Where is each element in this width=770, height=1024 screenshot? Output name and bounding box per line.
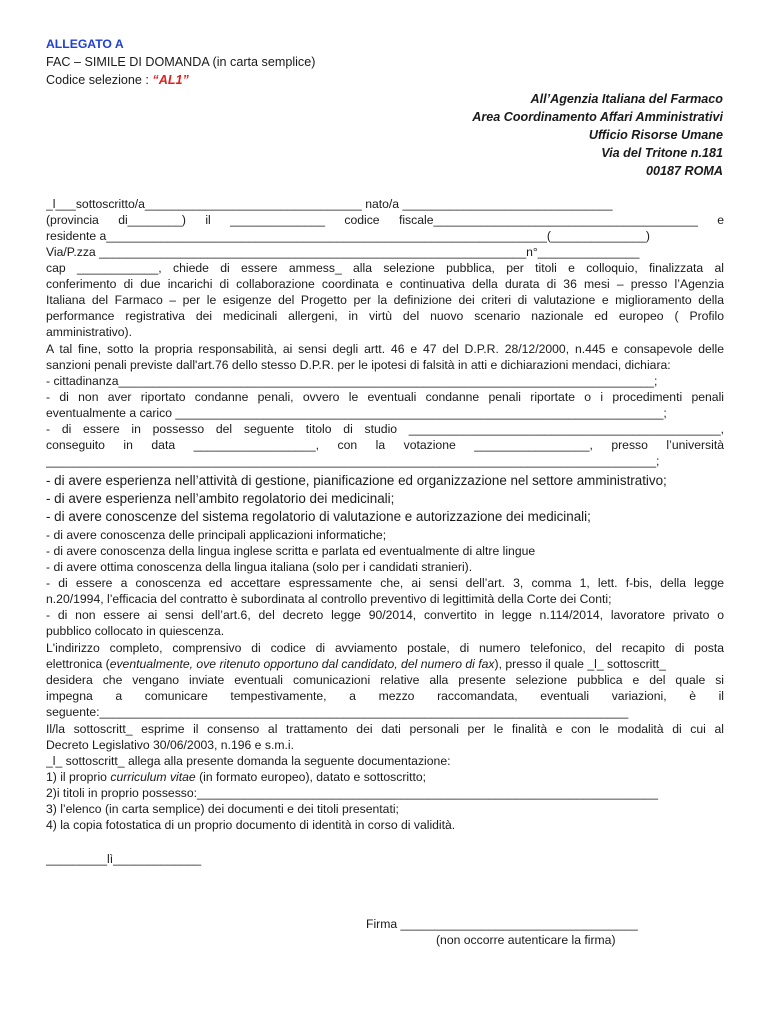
address-line-4: impegna a comunicare tempestivamente, a mezzo raccomandata, eventuali variazioni, è il — [46, 689, 724, 703]
degree-line-2: conseguito in data __________________, con la votazione _________________, presso l’università — [46, 438, 724, 452]
attachment-4: 4) la copia fotostatica di un proprio documento di identità in corso di validità. — [46, 818, 456, 832]
it-skills-line: - di avere conoscenza delle principali applicazioni informatiche; — [46, 528, 387, 542]
experience-regulatory-line: - di avere esperienza nell’ambito regolatorio dei medicinali; — [46, 491, 395, 506]
criminal-record-line-2: eventualmente a carico ________________________________________________________________________; — [46, 406, 667, 420]
request-line-4: performance registrativa dei medicinali allergeni, in virtù del nuovo scenario nazionale ed europeo ( Profilo — [46, 309, 724, 323]
address-line-2-c: ), presso il quale _l_ sottoscritt_ — [494, 657, 666, 671]
street-line: Via/P.zza _______________________________________________________________n°_______________ — [46, 245, 640, 259]
criminal-record-line-1: - di non aver riportato condanne penali, ovvero le eventuali condanne penali riportate o i procedimenti penali — [46, 390, 724, 404]
consent-line-1: Il/la sottoscritt_ esprime il consenso al trattamento dei dati personali per le finalità e con le modalità di cui al — [46, 722, 724, 736]
attachment-1-italic: curriculum vitae — [110, 770, 196, 784]
attachment-1-c: (in formato europeo), datato e sottoscritto; — [195, 770, 427, 784]
retirement-line-2: pubblico collocato in quiescenza. — [46, 624, 225, 638]
selection-code-value: “AL1” — [152, 73, 189, 87]
address-line-2-a: elettronica ( — [46, 657, 110, 671]
italian-line: - di avere ottima conoscenza della lingua italiana (solo per i candidati stranieri). — [46, 560, 473, 574]
declaration-intro-2: sanzioni penali previste dall'art.76 dello stesso D.P.R. per le ipotesi di falsità in atti e dichiarazioni mendaci, dichiara: — [46, 358, 671, 372]
address-line-2-italic: eventualmente, ove ritenuto opportuno dal candidato, del numero di fax — [109, 657, 495, 671]
attachment-1-a: 1) il proprio — [46, 770, 111, 784]
address-line-5: seguente:______________________________________________________________________________ — [46, 705, 629, 719]
retirement-line-1: - di non essere ai sensi dell’art.6, del decreto legge 90/2014, convertito in legge n.114/2014, lavoratore privato o — [46, 608, 724, 622]
addressee-line-5: 00187 ROMA — [646, 164, 723, 178]
residence-line: residente a_________________________________________________________________(______________) — [46, 229, 650, 243]
addressee-line-2: Area Coordinamento Affari Amministrativi — [472, 110, 723, 124]
request-line-3: Italiana del Farmaco – per le esigenze del Progetto per la definizione dei criteri di valutazione e miglioramento della — [46, 293, 724, 307]
request-line-5: amministrativo). — [46, 325, 133, 339]
consent-line-2: Decreto Legislativo 30/06/2003, n.196 e s.m.i. — [46, 738, 294, 752]
knowledge-regulatory-line: - di avere conoscenze del sistema regolatorio di valutazione e autorizzazione dei medicinali; — [46, 509, 591, 524]
degree-line-3: __________________________________________________________________________________________; — [46, 454, 660, 468]
address-line-2 — [46, 656, 724, 673]
law-line-1: - di essere a conoscenza ed accettare espressamente che, ai sensi dell’art. 3, comma 1, lett. f-bis, della legge — [46, 576, 724, 590]
experience-management-line: - di avere esperienza nell’attività di gestione, pianificazione ed organizzazione nel settore amministrativo; — [46, 473, 667, 488]
law-line-2: n.20/1994, l’efficacia del contratto è subordinata al controllo preventivo di legittimità della Corte dei Conti; — [46, 592, 612, 606]
selection-code — [46, 72, 724, 89]
signature-note: (non occorre autenticare la firma) — [436, 933, 616, 947]
attachments-intro: _l_ sottoscritt_ allega alla presente domanda la seguente documentazione: — [46, 754, 451, 768]
place-date-line: _________lì_____________ — [46, 852, 202, 866]
addressee-line-1: All’Agenzia Italiana del Farmaco — [530, 92, 723, 106]
declaration-intro-1: A tal fine, sotto la propria responsabilità, ai sensi degli artt. 46 e 47 del D.P.R. 28/12/2000, n.445 e consapevole delle — [46, 342, 724, 356]
form-subtitle: FAC – SIMILE DI DOMANDA (in carta semplice) — [46, 55, 316, 69]
attachment-2: 2)i titoli in proprio possesso:____________________________________________________________________ — [46, 786, 658, 800]
degree-line-1: - di essere in possesso del seguente titolo di studio ______________________________________________, — [46, 422, 724, 436]
undersigned-line: _l___sottoscritto/a________________________________ nato/a _______________________________ — [46, 197, 613, 211]
addressee-line-4: Via del Tritone n.181 — [601, 146, 723, 160]
address-line-3: desidera che vengano inviate eventuali comunicazioni relative alla presente selezione pubblica e del quale si — [46, 673, 724, 687]
addressee-line-3: Ufficio Risorse Umane — [588, 128, 723, 142]
address-line-1: L'indirizzo completo, comprensivo di codice di avviamento postale, di numero telefonico, del recapito di posta — [46, 641, 724, 655]
selection-code-label: Codice selezione : — [46, 73, 153, 87]
english-line: - di avere conoscenza della lingua inglese scritta e parlata ed eventualmente di altre lingue — [46, 544, 536, 558]
citizenship-line: - cittadinanza_______________________________________________________________________________; — [46, 374, 658, 388]
signature-line: Firma ___________________________________ — [366, 917, 638, 931]
allegato-title: ALLEGATO A — [46, 37, 124, 51]
request-line-1: cap ____________, chiede di essere ammess_ alla selezione pubblica, per titoli e colloquio, finalizzata al — [46, 261, 724, 275]
province-line: (provincia di________) il ______________ codice fiscale_______________________________________ e — [46, 213, 724, 227]
request-line-2: conferimento di due incarichi di collaborazione coordinata e continuativa della durata di 36 mesi – presso l’Agenzia — [46, 277, 724, 291]
attachment-3: 3) l’elenco (in carta semplice) dei documenti e dei titoli presentati; — [46, 802, 399, 816]
attachment-1 — [46, 769, 724, 786]
